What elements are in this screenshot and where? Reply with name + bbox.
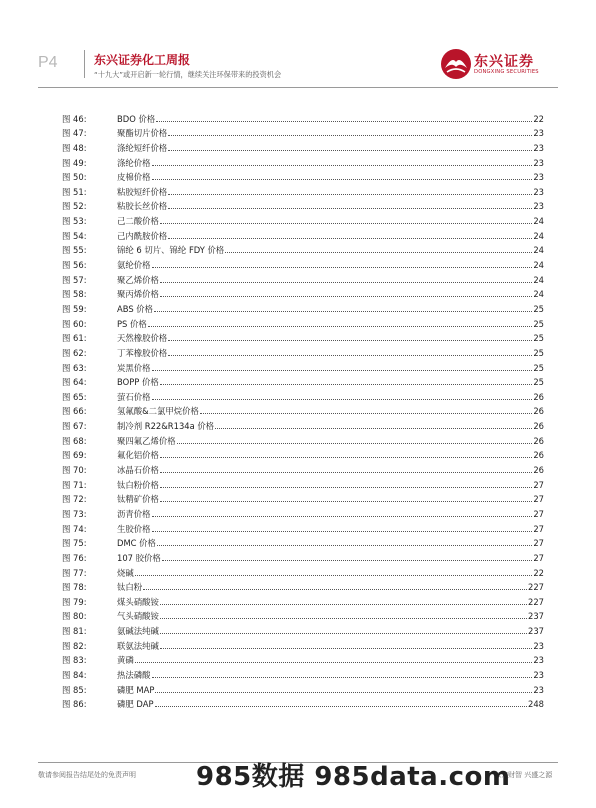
dot-leader <box>152 178 533 180</box>
page-ref: 24 <box>533 245 544 256</box>
page-number: P4 <box>38 54 58 71</box>
figure-number: 图 64: <box>62 377 87 388</box>
figure-number: 图 65: <box>62 391 87 402</box>
toc-entry[interactable] <box>62 490 544 505</box>
dot-leader <box>168 354 532 356</box>
figure-title: 联氨法纯碱 <box>117 640 159 651</box>
figure-number: 图 77: <box>62 567 87 578</box>
dot-leader <box>160 603 527 605</box>
page-ref: 237 <box>528 611 544 622</box>
page-ref: 25 <box>533 318 544 329</box>
figure-number: 图 53: <box>62 216 87 227</box>
figure-title: 涤纶短纤价格 <box>117 142 168 153</box>
figure-title: 聚酯切片价格 <box>117 128 168 139</box>
dot-leader <box>177 442 533 444</box>
figure-number: 图 75: <box>62 538 87 549</box>
figure-title: 钛白粉价格 <box>117 479 159 490</box>
figure-title: 107 胶价格 <box>117 552 161 563</box>
toc-entry[interactable] <box>62 460 544 475</box>
dot-leader <box>152 515 533 517</box>
figure-number: 图 83: <box>62 655 87 666</box>
page-ref: 237 <box>528 626 544 637</box>
figure-title: 聚丙烯价格 <box>117 289 159 300</box>
page-ref: 26 <box>533 421 544 432</box>
page-ref: 24 <box>533 289 544 300</box>
dot-leader <box>168 207 532 209</box>
figure-number: 图 73: <box>62 508 87 519</box>
figure-number: 图 80: <box>62 611 87 622</box>
toc-entry[interactable] <box>62 475 544 490</box>
dot-leader <box>152 369 533 371</box>
figure-number: 图 86: <box>62 699 87 710</box>
toc-entry[interactable] <box>62 182 544 197</box>
figure-number: 图 59: <box>62 303 87 314</box>
dot-leader <box>155 691 532 693</box>
page-ref: 227 <box>528 582 544 593</box>
header-divider <box>84 50 85 78</box>
figure-title: 聚乙烯价格 <box>117 274 159 285</box>
page-ref: 23 <box>533 157 544 168</box>
toc-entry[interactable] <box>62 607 544 622</box>
figure-number: 图 50: <box>62 172 87 183</box>
dot-leader <box>160 383 533 385</box>
figure-title: 热法磷酸 <box>117 669 151 680</box>
figure-title: 煤头硝酸铵 <box>117 596 159 607</box>
dot-leader <box>160 281 532 283</box>
figure-title: 钛精矿价格 <box>117 494 159 505</box>
dot-leader <box>152 676 533 678</box>
dot-leader <box>160 471 532 473</box>
figure-title: DMC 价格 <box>117 538 156 549</box>
figure-number: 图 70: <box>62 465 87 476</box>
figure-title: PS 价格 <box>117 318 147 329</box>
dot-leader <box>152 266 533 268</box>
toc-entry[interactable] <box>62 138 544 153</box>
figure-title: 烧碱 <box>117 567 134 578</box>
toc-entry[interactable] <box>62 109 544 124</box>
figure-title: 涤纶价格 <box>117 157 151 168</box>
toc-entry[interactable] <box>62 168 544 183</box>
figure-title: 己二酸价格 <box>117 216 159 227</box>
figure-title: 萤石价格 <box>117 391 151 402</box>
dot-leader <box>154 310 532 312</box>
figure-title: 聚四氟乙烯价格 <box>117 435 176 446</box>
figure-number: 图 71: <box>62 479 87 490</box>
dot-leader <box>160 647 532 649</box>
dot-leader <box>168 149 532 151</box>
figure-title: 气头硝酸铵 <box>117 611 159 622</box>
brand-logo <box>440 48 550 82</box>
dot-leader <box>156 120 532 122</box>
page-ref: 23 <box>533 640 544 651</box>
toc-entry[interactable] <box>62 343 544 358</box>
figure-title: 沥青价格 <box>117 508 151 519</box>
toc-entry[interactable] <box>62 124 544 139</box>
dot-leader <box>225 251 532 253</box>
toc-entry[interactable] <box>62 358 544 373</box>
logo-mark-icon <box>440 48 472 80</box>
figure-title: 丁苯橡胶价格 <box>117 347 168 358</box>
watermark: 985数据 985data.com <box>196 762 511 792</box>
toc-entry[interactable] <box>62 446 544 461</box>
dot-leader <box>168 237 532 239</box>
dot-leader <box>162 559 533 561</box>
page-ref: 24 <box>533 230 544 241</box>
logo-subtext: DONGXING SECURITIES <box>474 69 539 75</box>
toc-entry[interactable] <box>62 153 544 168</box>
figure-title: BOPP 价格 <box>117 377 159 388</box>
figure-title: 天然橡胶价格 <box>117 333 168 344</box>
dot-leader <box>160 632 527 634</box>
page-ref: 23 <box>533 172 544 183</box>
page-ref: 24 <box>533 274 544 285</box>
dot-leader <box>152 530 533 532</box>
toc-entry[interactable] <box>62 241 544 256</box>
toc-entry[interactable] <box>62 621 544 636</box>
figure-number: 图 67: <box>62 421 87 432</box>
figure-number: 图 84: <box>62 669 87 680</box>
figure-number: 图 79: <box>62 596 87 607</box>
footer-disclaimer: 敬请参阅报告结尾处的免责声明 <box>38 771 136 779</box>
toc-entry[interactable] <box>62 299 544 314</box>
figure-title: ABS 价格 <box>117 303 154 314</box>
dot-leader <box>215 427 532 429</box>
dot-leader <box>148 325 533 327</box>
toc-entry[interactable] <box>62 680 544 695</box>
dot-leader <box>168 134 532 136</box>
dot-leader <box>160 222 532 224</box>
figure-number: 图 56: <box>62 260 87 271</box>
toc-entry[interactable] <box>62 431 544 446</box>
figure-number: 图 52: <box>62 201 87 212</box>
toc-entry[interactable] <box>62 373 544 388</box>
figure-title: 磷肥 DAP <box>117 699 154 710</box>
toc-entry[interactable] <box>62 563 544 578</box>
page-ref: 27 <box>533 479 544 490</box>
toc-entry[interactable] <box>62 314 544 329</box>
figure-title: 炭黑价格 <box>117 362 151 373</box>
page-ref: 23 <box>533 684 544 695</box>
figure-title: 磷肥 MAP <box>117 684 155 695</box>
toc-entry[interactable] <box>62 387 544 402</box>
page-ref: 26 <box>533 465 544 476</box>
toc-entry[interactable] <box>62 636 544 651</box>
toc-entry[interactable] <box>62 226 544 241</box>
figure-title: 粘胶长丝价格 <box>117 201 168 212</box>
figure-number: 图 76: <box>62 552 87 563</box>
dot-leader <box>168 339 532 341</box>
figure-number: 图 51: <box>62 186 87 197</box>
page-ref: 27 <box>533 523 544 534</box>
toc-entry[interactable] <box>62 578 544 593</box>
figure-number: 图 72: <box>62 494 87 505</box>
toc-entry[interactable] <box>62 548 544 563</box>
figure-title: 氟化铝价格 <box>117 450 159 461</box>
figure-number: 图 85: <box>62 684 87 695</box>
page-ref: 27 <box>533 494 544 505</box>
figure-number: 图 47: <box>62 128 87 139</box>
page-ref: 23 <box>533 669 544 680</box>
dot-leader <box>152 164 533 166</box>
toc-entry[interactable] <box>62 665 544 680</box>
figure-title: 生胶价格 <box>117 523 151 534</box>
figure-number: 图 81: <box>62 626 87 637</box>
toc-entry[interactable] <box>62 534 544 549</box>
figure-title: 钛白粉 <box>117 582 143 593</box>
toc-entry[interactable] <box>62 416 544 431</box>
figure-number: 图 68: <box>62 435 87 446</box>
toc-entry[interactable] <box>62 211 544 226</box>
dot-leader <box>160 617 527 619</box>
page-ref: 248 <box>528 699 544 710</box>
page-ref: 25 <box>533 362 544 373</box>
toc-entry[interactable] <box>62 592 544 607</box>
page-ref: 22 <box>533 113 544 124</box>
figure-title: 黄磷 <box>117 655 134 666</box>
figure-list <box>62 109 544 709</box>
page-ref: 26 <box>533 391 544 402</box>
header-rule <box>38 87 558 88</box>
page-ref: 27 <box>533 538 544 549</box>
toc-entry[interactable] <box>62 402 544 417</box>
page-ref: 227 <box>528 596 544 607</box>
figure-number: 图 63: <box>62 362 87 373</box>
figure-number: 图 69: <box>62 450 87 461</box>
report-subtitle: “十九大”或开启新一轮行情，继续关注环保带来的投资机会 <box>94 70 282 79</box>
page-ref: 23 <box>533 655 544 666</box>
page-ref: 24 <box>533 260 544 271</box>
page-ref: 27 <box>533 508 544 519</box>
dot-leader <box>135 574 533 576</box>
page-ref: 23 <box>533 128 544 139</box>
toc-entry[interactable] <box>62 651 544 666</box>
figure-title: 氢氟酸&二氯甲烷价格 <box>117 406 199 417</box>
figure-number: 图 48: <box>62 142 87 153</box>
figure-number: 图 74: <box>62 523 87 534</box>
figure-number: 图 55: <box>62 245 87 256</box>
toc-entry[interactable] <box>62 504 544 519</box>
page-ref: 25 <box>533 303 544 314</box>
page-ref: 23 <box>533 186 544 197</box>
dot-leader <box>155 705 528 707</box>
page-ref: 24 <box>533 216 544 227</box>
toc-entry[interactable] <box>62 285 544 300</box>
figure-number: 图 66: <box>62 406 87 417</box>
toc-entry[interactable] <box>62 329 544 344</box>
page-ref: 23 <box>533 142 544 153</box>
figure-title: 制冷剂 R22&R134a 价格 <box>117 421 215 432</box>
figure-number: 图 62: <box>62 347 87 358</box>
dot-leader <box>160 486 532 488</box>
page-ref: 25 <box>533 333 544 344</box>
page-ref: 25 <box>533 377 544 388</box>
toc-entry[interactable] <box>62 519 544 534</box>
footer-slogan: 东方财智 兴盛之源 <box>494 771 553 779</box>
figure-number: 图 57: <box>62 274 87 285</box>
dot-leader <box>160 456 532 458</box>
page-ref: 26 <box>533 435 544 446</box>
figure-number: 图 54: <box>62 230 87 241</box>
dot-leader <box>157 544 532 546</box>
page-ref: 26 <box>533 406 544 417</box>
page-ref: 22 <box>533 567 544 578</box>
figure-number: 图 78: <box>62 582 87 593</box>
toc-entry[interactable] <box>62 197 544 212</box>
figure-number: 图 58: <box>62 289 87 300</box>
logo-text: 东兴证券 <box>474 54 534 70</box>
figure-title: 氨纶价格 <box>117 260 151 271</box>
toc-entry[interactable] <box>62 255 544 270</box>
page-ref: 26 <box>533 450 544 461</box>
dot-leader <box>135 661 533 663</box>
dot-leader <box>168 193 532 195</box>
figure-number: 图 60: <box>62 318 87 329</box>
toc-entry[interactable] <box>62 695 544 710</box>
figure-number: 图 61: <box>62 333 87 344</box>
dot-leader <box>160 295 532 297</box>
figure-title: 己内酰胺价格 <box>117 230 168 241</box>
figure-number: 图 82: <box>62 640 87 651</box>
page-ref: 25 <box>533 347 544 358</box>
figure-title: 冰晶石价格 <box>117 465 159 476</box>
dot-leader <box>200 412 532 414</box>
figure-title: BDO 价格 <box>117 113 156 124</box>
page-ref: 27 <box>533 552 544 563</box>
page-ref: 23 <box>533 201 544 212</box>
toc-entry[interactable] <box>62 270 544 285</box>
figure-number: 图 46: <box>62 113 87 124</box>
figure-number: 图 49: <box>62 157 87 168</box>
dot-leader <box>152 398 533 400</box>
dot-leader <box>143 588 527 590</box>
figure-title: 锦纶 6 切片、锦纶 FDY 价格 <box>117 245 225 256</box>
dot-leader <box>160 500 532 502</box>
figure-title: 粘胶短纤价格 <box>117 186 168 197</box>
report-title: 东兴证券化工周报 <box>94 53 191 67</box>
figure-title: 皮棉价格 <box>117 172 151 183</box>
figure-title: 氨碱法纯碱 <box>117 626 159 637</box>
